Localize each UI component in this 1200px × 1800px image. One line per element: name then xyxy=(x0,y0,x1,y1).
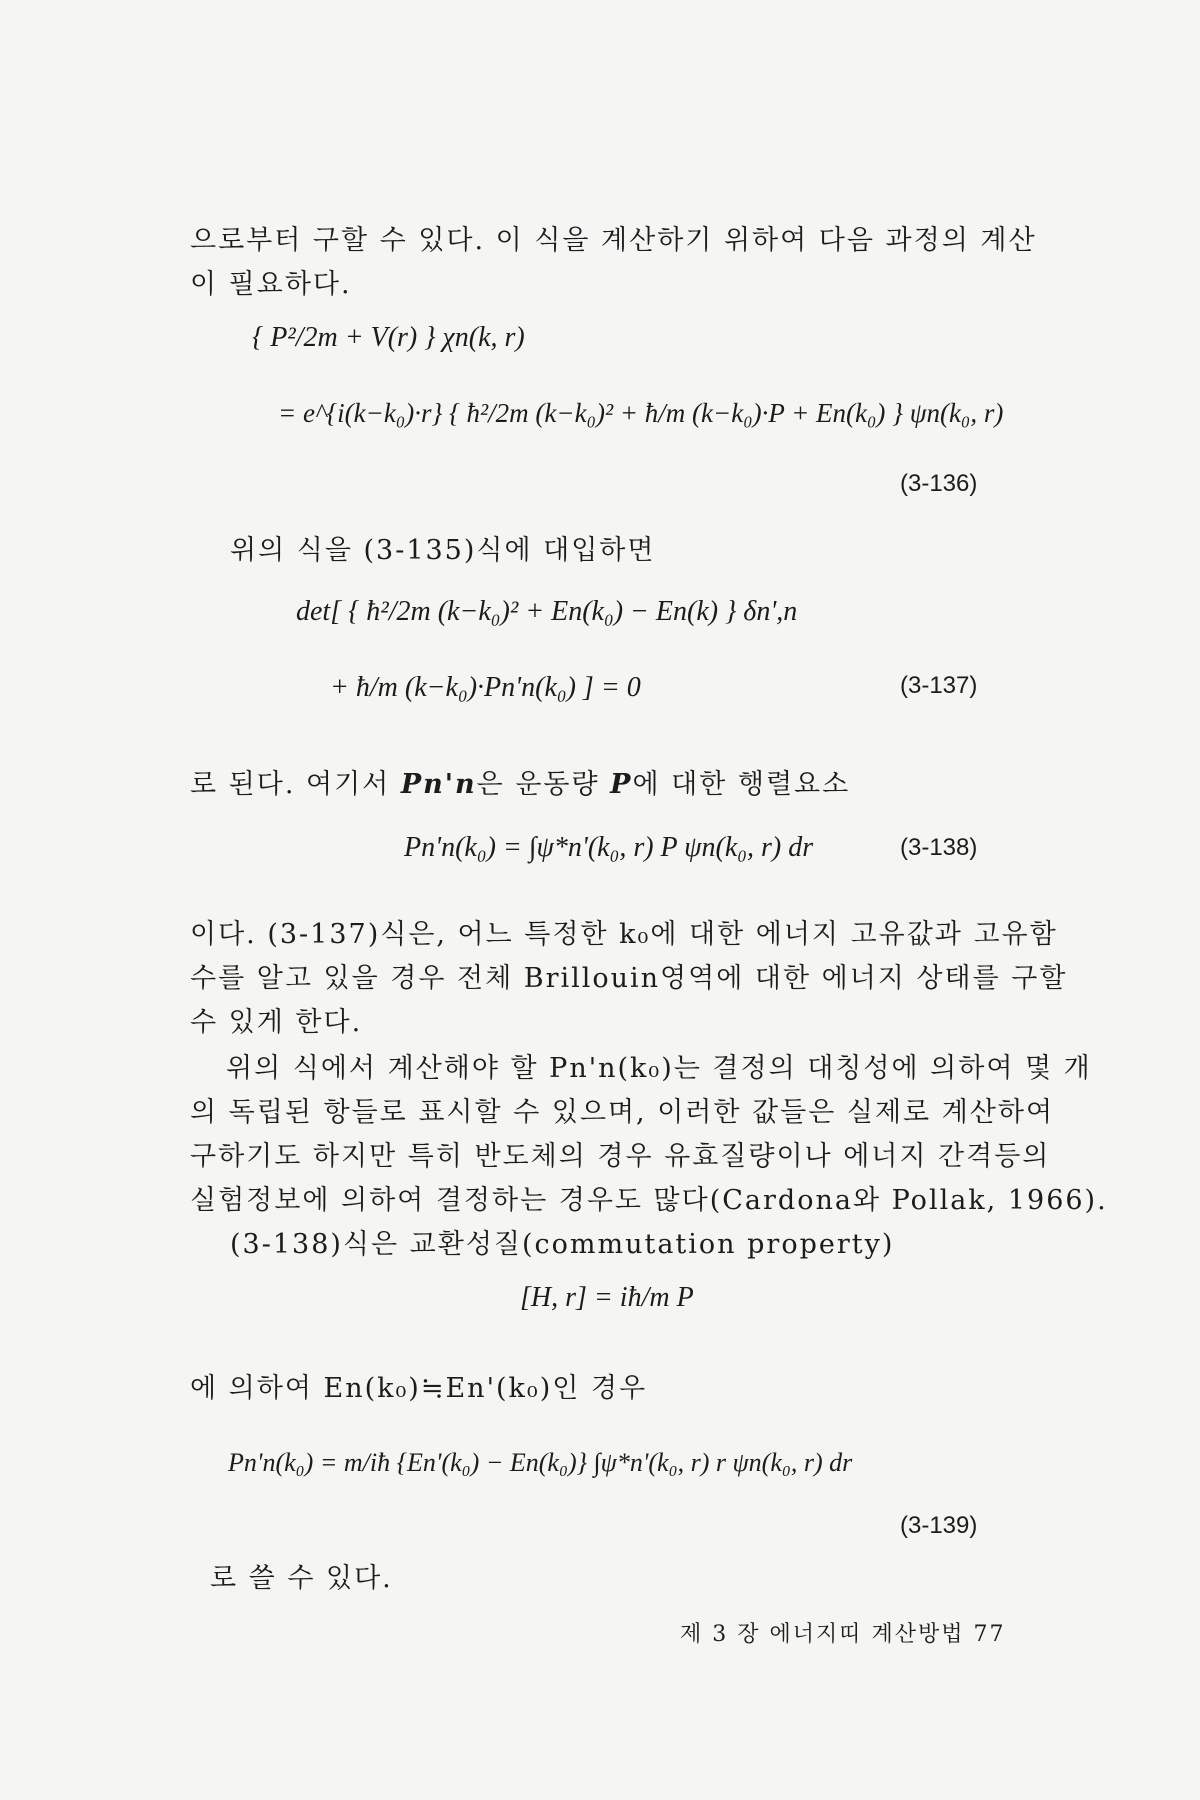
running-footer: 제 3 장 에너지띠 계산방법 77 xyxy=(680,1622,1006,1647)
paragraph-line: 위의 식을 (3-135)식에 대입하면 xyxy=(230,535,656,566)
text-run: 은 운동량 xyxy=(476,769,611,800)
equation-3-136-line1: { P²/2m + V(r) } χn(k, r) xyxy=(252,322,525,353)
equation-number-3-137: (3-137) xyxy=(900,672,978,699)
symbol-p: P xyxy=(610,769,633,800)
paragraph-line: 위의 식에서 계산해야 할 Pn'n(k₀)는 결정의 대칭성에 의하여 몇 개 xyxy=(226,1053,1092,1084)
paragraph-line: 로 쓸 수 있다. xyxy=(210,1563,393,1594)
paragraph-line: 수 있게 한다. xyxy=(190,1007,363,1038)
text-run: 에 대한 행렬요소 xyxy=(632,769,851,800)
equation-3-138: Pn'n(k₀) = ∫ψ*n'(k₀, r) P ψn(k₀, r) dr xyxy=(404,832,814,863)
equation-number-3-139: (3-139) xyxy=(900,1512,978,1539)
paragraph-line: 이다. (3-137)식은, 어느 특정한 k₀에 대한 에너지 고유값과 고유함 xyxy=(190,919,1058,950)
equation-3-136-line2: = e^{i(k−k₀)·r} { ħ²/2m (k−k₀)² + ħ/m (k−k₀)·P + En(k₀) } ψn(k₀, r) xyxy=(278,398,1004,428)
symbol-pnn: Pn'n xyxy=(400,769,477,800)
equation-3-137-line1: det[ { ħ²/2m (k−k₀)² + En(k₀) − En(k) } δn',n xyxy=(296,596,798,627)
paragraph-line xyxy=(190,762,850,801)
text-run: 로 된다. 여기서 xyxy=(190,769,401,800)
equation-number-3-136: (3-136) xyxy=(900,470,978,497)
equation-commutation: [H, r] = iħ/m P xyxy=(520,1282,694,1313)
paragraph-line: 구하기도 하지만 특히 반도체의 경우 유효질량이나 에너지 간격등의 xyxy=(190,1141,1051,1172)
paragraph-line: 으로부터 구할 수 있다. 이 식을 계산하기 위하여 다음 과정의 계산 xyxy=(190,225,1037,256)
equation-3-139: Pn'n(k₀) = m/iħ {En'(k₀) − En(k₀)} ∫ψ*n'(k₀, r) r ψn(k₀, r) dr xyxy=(228,1448,853,1477)
paragraph-line: 에 의하여 En(k₀)≒En'(k₀)인 경우 xyxy=(190,1373,648,1404)
paragraph-line: 이 필요하다. xyxy=(190,269,352,300)
equation-3-137-line2: + ħ/m (k−k₀)·Pn'n(k₀) ] = 0 xyxy=(330,672,641,703)
paragraph-line: (3-138)식은 교환성질(commutation property) xyxy=(230,1229,895,1260)
paragraph-line: 수를 알고 있을 경우 전체 Brillouin영역에 대한 에너지 상태를 구할 xyxy=(190,963,1068,994)
equation-number-3-138: (3-138) xyxy=(900,834,978,861)
paragraph-line: 의 독립된 항들로 표시할 수 있으며, 이러한 값들은 실제로 계산하여 xyxy=(190,1097,1055,1128)
paragraph-line: 실험정보에 의하여 결정하는 경우도 많다(Cardona와 Pollak, 1966). xyxy=(190,1185,1108,1216)
